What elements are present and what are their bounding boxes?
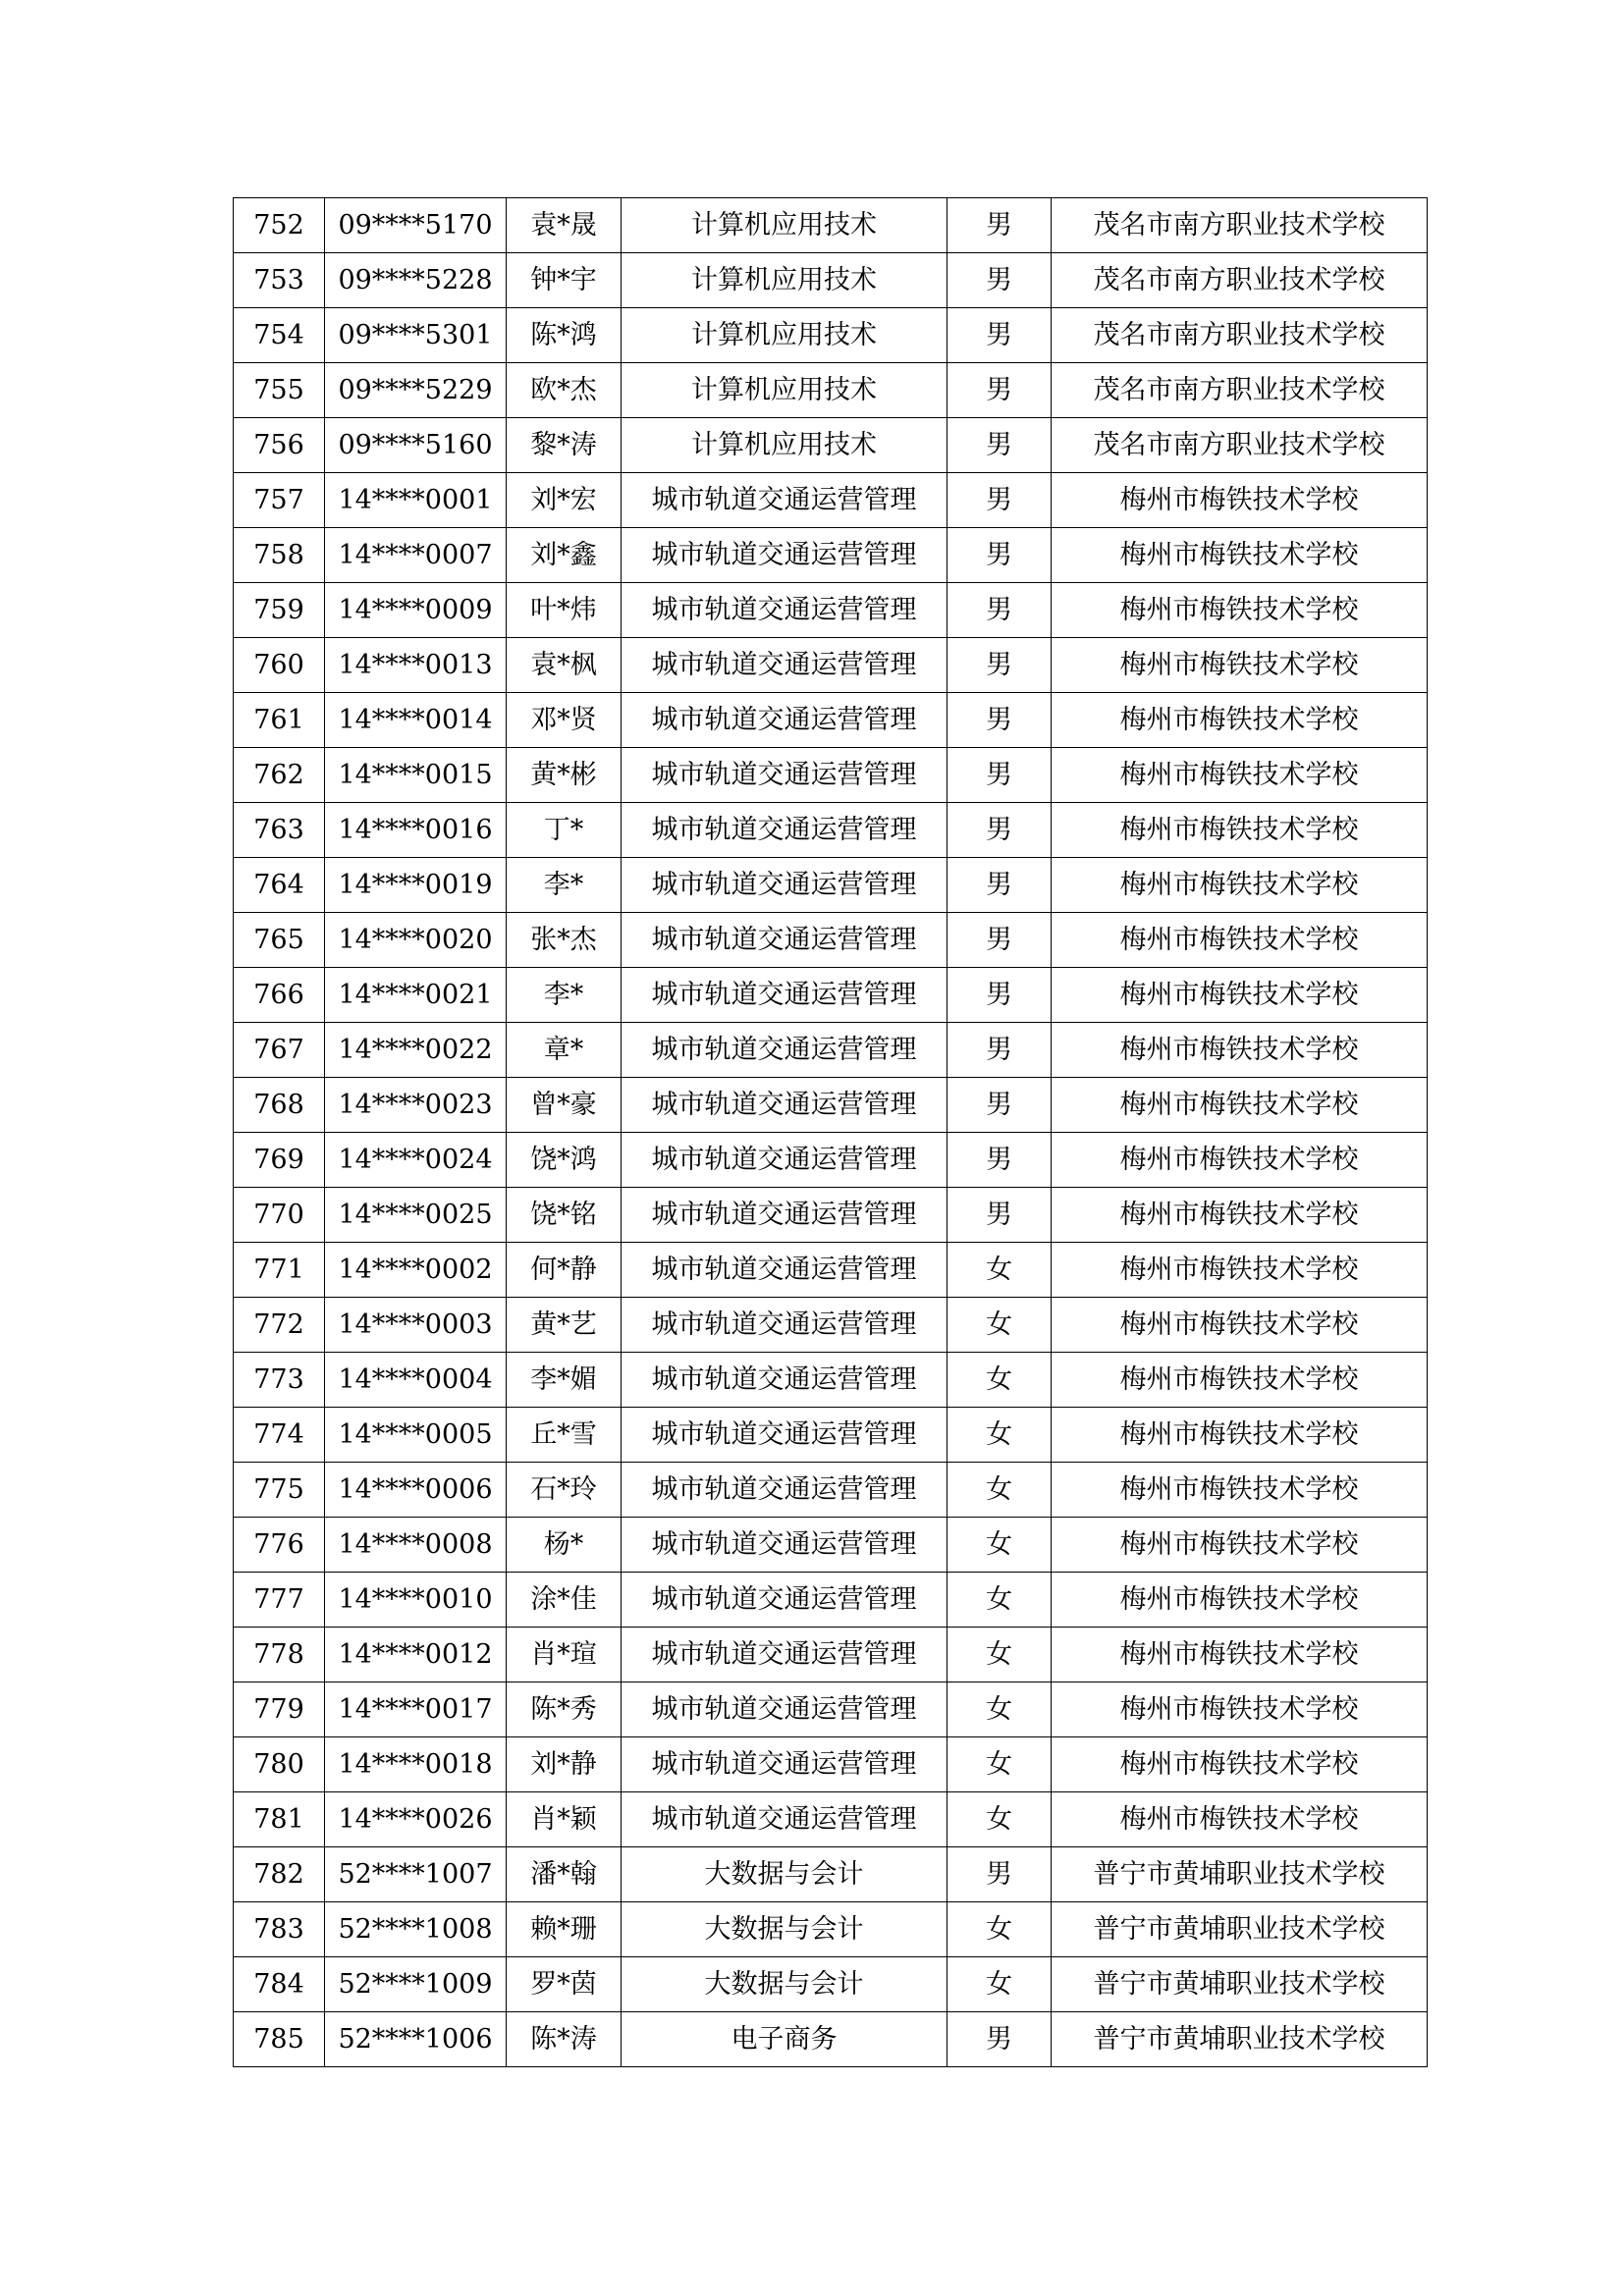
school-cell: 梅州市梅铁技术学校 [1052, 1243, 1428, 1298]
student-name-cell: 赖*珊 [507, 1902, 622, 1957]
serial-number-cell: 770 [234, 1188, 325, 1243]
candidate-id-cell: 52****1006 [325, 2012, 507, 2067]
serial-number-cell: 784 [234, 1957, 325, 2012]
serial-number-cell: 781 [234, 1792, 325, 1847]
major-cell: 城市轨道交通运营管理 [622, 693, 947, 748]
student-name-cell: 杨* [507, 1518, 622, 1573]
table-row [234, 308, 1428, 363]
major-cell: 城市轨道交通运营管理 [622, 1463, 947, 1518]
school-cell: 梅州市梅铁技术学校 [1052, 748, 1428, 803]
school-cell: 梅州市梅铁技术学校 [1052, 1188, 1428, 1243]
gender-cell: 女 [947, 1518, 1052, 1573]
school-cell: 梅州市梅铁技术学校 [1052, 583, 1428, 638]
serial-number-cell: 764 [234, 858, 325, 913]
major-cell: 大数据与会计 [622, 1847, 947, 1902]
student-name-cell: 袁*枫 [507, 638, 622, 693]
gender-cell: 女 [947, 1463, 1052, 1518]
candidate-id-cell: 14****0005 [325, 1408, 507, 1463]
school-cell: 茂名市南方职业技术学校 [1052, 198, 1428, 253]
table-row [234, 1023, 1428, 1078]
major-cell: 城市轨道交通运营管理 [622, 1133, 947, 1188]
table-row [234, 913, 1428, 968]
serial-number-cell: 760 [234, 638, 325, 693]
serial-number-cell: 780 [234, 1737, 325, 1792]
table-row [234, 1902, 1428, 1957]
serial-number-cell: 769 [234, 1133, 325, 1188]
school-cell: 梅州市梅铁技术学校 [1052, 1737, 1428, 1792]
student-name-cell: 丘*雪 [507, 1408, 622, 1463]
gender-cell: 男 [947, 913, 1052, 968]
student-roster-table [233, 197, 1428, 2067]
student-name-cell: 李*媚 [507, 1353, 622, 1408]
candidate-id-cell: 14****0013 [325, 638, 507, 693]
gender-cell: 女 [947, 1792, 1052, 1847]
candidate-id-cell: 14****0001 [325, 473, 507, 528]
major-cell: 计算机应用技术 [622, 308, 947, 363]
table-row [234, 1463, 1428, 1518]
major-cell: 城市轨道交通运营管理 [622, 858, 947, 913]
table-row [234, 583, 1428, 638]
major-cell: 城市轨道交通运营管理 [622, 1682, 947, 1737]
serial-number-cell: 753 [234, 253, 325, 308]
student-name-cell: 陈*涛 [507, 2012, 622, 2067]
gender-cell: 女 [947, 1957, 1052, 2012]
student-name-cell: 饶*鸿 [507, 1133, 622, 1188]
gender-cell: 男 [947, 1847, 1052, 1902]
student-name-cell: 刘*静 [507, 1737, 622, 1792]
school-cell: 梅州市梅铁技术学校 [1052, 638, 1428, 693]
serial-number-cell: 763 [234, 803, 325, 858]
candidate-id-cell: 14****0004 [325, 1353, 507, 1408]
gender-cell: 男 [947, 638, 1052, 693]
school-cell: 梅州市梅铁技术学校 [1052, 803, 1428, 858]
student-name-cell: 钟*宇 [507, 253, 622, 308]
gender-cell: 男 [947, 473, 1052, 528]
candidate-id-cell: 14****0015 [325, 748, 507, 803]
school-cell: 梅州市梅铁技术学校 [1052, 1573, 1428, 1628]
student-name-cell: 李* [507, 858, 622, 913]
table-row [234, 1243, 1428, 1298]
major-cell: 城市轨道交通运营管理 [622, 1518, 947, 1573]
student-name-cell: 肖*瑄 [507, 1628, 622, 1682]
table-row [234, 1353, 1428, 1408]
school-cell: 梅州市梅铁技术学校 [1052, 1408, 1428, 1463]
major-cell: 城市轨道交通运营管理 [622, 638, 947, 693]
candidate-id-cell: 14****0003 [325, 1298, 507, 1353]
major-cell: 城市轨道交通运营管理 [622, 1188, 947, 1243]
table-row [234, 253, 1428, 308]
gender-cell: 男 [947, 803, 1052, 858]
major-cell: 城市轨道交通运营管理 [622, 1408, 947, 1463]
student-name-cell: 刘*宏 [507, 473, 622, 528]
student-name-cell: 何*静 [507, 1243, 622, 1298]
table-row [234, 1737, 1428, 1792]
serial-number-cell: 768 [234, 1078, 325, 1133]
student-name-cell: 石*玲 [507, 1463, 622, 1518]
gender-cell: 男 [947, 2012, 1052, 2067]
school-cell: 普宁市黄埔职业技术学校 [1052, 1957, 1428, 2012]
student-name-cell: 陈*秀 [507, 1682, 622, 1737]
gender-cell: 男 [947, 858, 1052, 913]
school-cell: 茂名市南方职业技术学校 [1052, 363, 1428, 418]
school-cell: 茂名市南方职业技术学校 [1052, 418, 1428, 473]
table-row [234, 693, 1428, 748]
candidate-id-cell: 52****1007 [325, 1847, 507, 1902]
student-name-cell: 章* [507, 1023, 622, 1078]
table-row [234, 803, 1428, 858]
school-cell: 梅州市梅铁技术学校 [1052, 528, 1428, 583]
serial-number-cell: 777 [234, 1573, 325, 1628]
gender-cell: 男 [947, 968, 1052, 1023]
student-name-cell: 黄*艺 [507, 1298, 622, 1353]
candidate-id-cell: 14****0017 [325, 1682, 507, 1737]
student-name-cell: 潘*翰 [507, 1847, 622, 1902]
candidate-id-cell: 52****1009 [325, 1957, 507, 2012]
table-row [234, 1408, 1428, 1463]
table-row [234, 198, 1428, 253]
candidate-id-cell: 14****0021 [325, 968, 507, 1023]
major-cell: 城市轨道交通运营管理 [622, 803, 947, 858]
gender-cell: 女 [947, 1353, 1052, 1408]
major-cell: 城市轨道交通运营管理 [622, 1078, 947, 1133]
gender-cell: 男 [947, 583, 1052, 638]
table-row [234, 1957, 1428, 2012]
school-cell: 梅州市梅铁技术学校 [1052, 473, 1428, 528]
candidate-id-cell: 14****0014 [325, 693, 507, 748]
school-cell: 梅州市梅铁技术学校 [1052, 1353, 1428, 1408]
gender-cell: 男 [947, 1188, 1052, 1243]
gender-cell: 女 [947, 1902, 1052, 1957]
major-cell: 城市轨道交通运营管理 [622, 1243, 947, 1298]
gender-cell: 男 [947, 308, 1052, 363]
table-row [234, 1628, 1428, 1682]
candidate-id-cell: 14****0018 [325, 1737, 507, 1792]
major-cell: 大数据与会计 [622, 1902, 947, 1957]
table-row [234, 858, 1428, 913]
student-name-cell: 饶*铭 [507, 1188, 622, 1243]
gender-cell: 男 [947, 198, 1052, 253]
table-row [234, 473, 1428, 528]
major-cell: 城市轨道交通运营管理 [622, 1353, 947, 1408]
school-cell: 梅州市梅铁技术学校 [1052, 1628, 1428, 1682]
serial-number-cell: 767 [234, 1023, 325, 1078]
gender-cell: 男 [947, 748, 1052, 803]
school-cell: 梅州市梅铁技术学校 [1052, 1463, 1428, 1518]
serial-number-cell: 755 [234, 363, 325, 418]
roster-body [234, 198, 1428, 2067]
candidate-id-cell: 09****5301 [325, 308, 507, 363]
table-row [234, 363, 1428, 418]
major-cell: 计算机应用技术 [622, 198, 947, 253]
serial-number-cell: 757 [234, 473, 325, 528]
table-row [234, 1133, 1428, 1188]
gender-cell: 男 [947, 418, 1052, 473]
school-cell: 梅州市梅铁技术学校 [1052, 858, 1428, 913]
student-name-cell: 丁* [507, 803, 622, 858]
serial-number-cell: 754 [234, 308, 325, 363]
major-cell: 大数据与会计 [622, 1957, 947, 2012]
student-name-cell: 刘*鑫 [507, 528, 622, 583]
school-cell: 梅州市梅铁技术学校 [1052, 693, 1428, 748]
table-row [234, 1573, 1428, 1628]
table-row [234, 1188, 1428, 1243]
school-cell: 梅州市梅铁技术学校 [1052, 1078, 1428, 1133]
major-cell: 城市轨道交通运营管理 [622, 528, 947, 583]
student-name-cell: 邓*贤 [507, 693, 622, 748]
serial-number-cell: 766 [234, 968, 325, 1023]
serial-number-cell: 772 [234, 1298, 325, 1353]
candidate-id-cell: 09****5170 [325, 198, 507, 253]
student-name-cell: 叶*炜 [507, 583, 622, 638]
student-name-cell: 欧*杰 [507, 363, 622, 418]
student-name-cell: 涂*佳 [507, 1573, 622, 1628]
table-row [234, 528, 1428, 583]
table-row [234, 418, 1428, 473]
gender-cell: 男 [947, 1133, 1052, 1188]
student-name-cell: 黎*涛 [507, 418, 622, 473]
candidate-id-cell: 14****0020 [325, 913, 507, 968]
serial-number-cell: 778 [234, 1628, 325, 1682]
gender-cell: 男 [947, 253, 1052, 308]
major-cell: 城市轨道交通运营管理 [622, 1737, 947, 1792]
candidate-id-cell: 14****0006 [325, 1463, 507, 1518]
school-cell: 梅州市梅铁技术学校 [1052, 1023, 1428, 1078]
school-cell: 梅州市梅铁技术学校 [1052, 913, 1428, 968]
major-cell: 城市轨道交通运营管理 [622, 473, 947, 528]
school-cell: 普宁市黄埔职业技术学校 [1052, 1902, 1428, 1957]
candidate-id-cell: 09****5229 [325, 363, 507, 418]
student-name-cell: 罗*茵 [507, 1957, 622, 2012]
serial-number-cell: 776 [234, 1518, 325, 1573]
student-name-cell: 李* [507, 968, 622, 1023]
table-row [234, 1078, 1428, 1133]
candidate-id-cell: 09****5228 [325, 253, 507, 308]
school-cell: 梅州市梅铁技术学校 [1052, 1792, 1428, 1847]
candidate-id-cell: 14****0023 [325, 1078, 507, 1133]
table-row [234, 1518, 1428, 1573]
serial-number-cell: 779 [234, 1682, 325, 1737]
school-cell: 梅州市梅铁技术学校 [1052, 1298, 1428, 1353]
serial-number-cell: 773 [234, 1353, 325, 1408]
serial-number-cell: 759 [234, 583, 325, 638]
student-name-cell: 曾*豪 [507, 1078, 622, 1133]
table-row [234, 1792, 1428, 1847]
school-cell: 梅州市梅铁技术学校 [1052, 1682, 1428, 1737]
school-cell: 梅州市梅铁技术学校 [1052, 968, 1428, 1023]
student-name-cell: 陈*鸿 [507, 308, 622, 363]
serial-number-cell: 752 [234, 198, 325, 253]
serial-number-cell: 758 [234, 528, 325, 583]
gender-cell: 女 [947, 1628, 1052, 1682]
table-row [234, 638, 1428, 693]
candidate-id-cell: 14****0016 [325, 803, 507, 858]
major-cell: 城市轨道交通运营管理 [622, 968, 947, 1023]
gender-cell: 女 [947, 1243, 1052, 1298]
major-cell: 城市轨道交通运营管理 [622, 1792, 947, 1847]
serial-number-cell: 782 [234, 1847, 325, 1902]
gender-cell: 女 [947, 1298, 1052, 1353]
student-name-cell: 黄*彬 [507, 748, 622, 803]
gender-cell: 男 [947, 363, 1052, 418]
gender-cell: 女 [947, 1737, 1052, 1792]
candidate-id-cell: 09****5160 [325, 418, 507, 473]
student-name-cell: 张*杰 [507, 913, 622, 968]
school-cell: 茂名市南方职业技术学校 [1052, 253, 1428, 308]
major-cell: 城市轨道交通运营管理 [622, 1023, 947, 1078]
gender-cell: 男 [947, 693, 1052, 748]
candidate-id-cell: 14****0019 [325, 858, 507, 913]
gender-cell: 男 [947, 1023, 1052, 1078]
serial-number-cell: 756 [234, 418, 325, 473]
major-cell: 计算机应用技术 [622, 363, 947, 418]
serial-number-cell: 765 [234, 913, 325, 968]
candidate-id-cell: 14****0022 [325, 1023, 507, 1078]
candidate-id-cell: 14****0008 [325, 1518, 507, 1573]
major-cell: 电子商务 [622, 2012, 947, 2067]
candidate-id-cell: 52****1008 [325, 1902, 507, 1957]
school-cell: 普宁市黄埔职业技术学校 [1052, 2012, 1428, 2067]
school-cell: 梅州市梅铁技术学校 [1052, 1133, 1428, 1188]
table-row [234, 968, 1428, 1023]
candidate-id-cell: 14****0025 [325, 1188, 507, 1243]
gender-cell: 女 [947, 1573, 1052, 1628]
candidate-id-cell: 14****0024 [325, 1133, 507, 1188]
candidate-id-cell: 14****0010 [325, 1573, 507, 1628]
gender-cell: 女 [947, 1682, 1052, 1737]
major-cell: 城市轨道交通运营管理 [622, 583, 947, 638]
serial-number-cell: 775 [234, 1463, 325, 1518]
table-row [234, 748, 1428, 803]
table-row [234, 1847, 1428, 1902]
serial-number-cell: 785 [234, 2012, 325, 2067]
serial-number-cell: 761 [234, 693, 325, 748]
major-cell: 计算机应用技术 [622, 418, 947, 473]
school-cell: 普宁市黄埔职业技术学校 [1052, 1847, 1428, 1902]
major-cell: 城市轨道交通运营管理 [622, 1628, 947, 1682]
candidate-id-cell: 14****0012 [325, 1628, 507, 1682]
school-cell: 茂名市南方职业技术学校 [1052, 308, 1428, 363]
table-row [234, 1298, 1428, 1353]
candidate-id-cell: 14****0009 [325, 583, 507, 638]
major-cell: 城市轨道交通运营管理 [622, 748, 947, 803]
candidate-id-cell: 14****0007 [325, 528, 507, 583]
candidate-id-cell: 14****0002 [325, 1243, 507, 1298]
serial-number-cell: 762 [234, 748, 325, 803]
major-cell: 城市轨道交通运营管理 [622, 1573, 947, 1628]
serial-number-cell: 771 [234, 1243, 325, 1298]
serial-number-cell: 783 [234, 1902, 325, 1957]
gender-cell: 男 [947, 528, 1052, 583]
major-cell: 城市轨道交通运营管理 [622, 913, 947, 968]
major-cell: 城市轨道交通运营管理 [622, 1298, 947, 1353]
table-row [234, 1682, 1428, 1737]
candidate-id-cell: 14****0026 [325, 1792, 507, 1847]
student-name-cell: 袁*晟 [507, 198, 622, 253]
table-row [234, 2012, 1428, 2067]
school-cell: 梅州市梅铁技术学校 [1052, 1518, 1428, 1573]
serial-number-cell: 774 [234, 1408, 325, 1463]
student-name-cell: 肖*颖 [507, 1792, 622, 1847]
gender-cell: 女 [947, 1408, 1052, 1463]
gender-cell: 男 [947, 1078, 1052, 1133]
major-cell: 计算机应用技术 [622, 253, 947, 308]
